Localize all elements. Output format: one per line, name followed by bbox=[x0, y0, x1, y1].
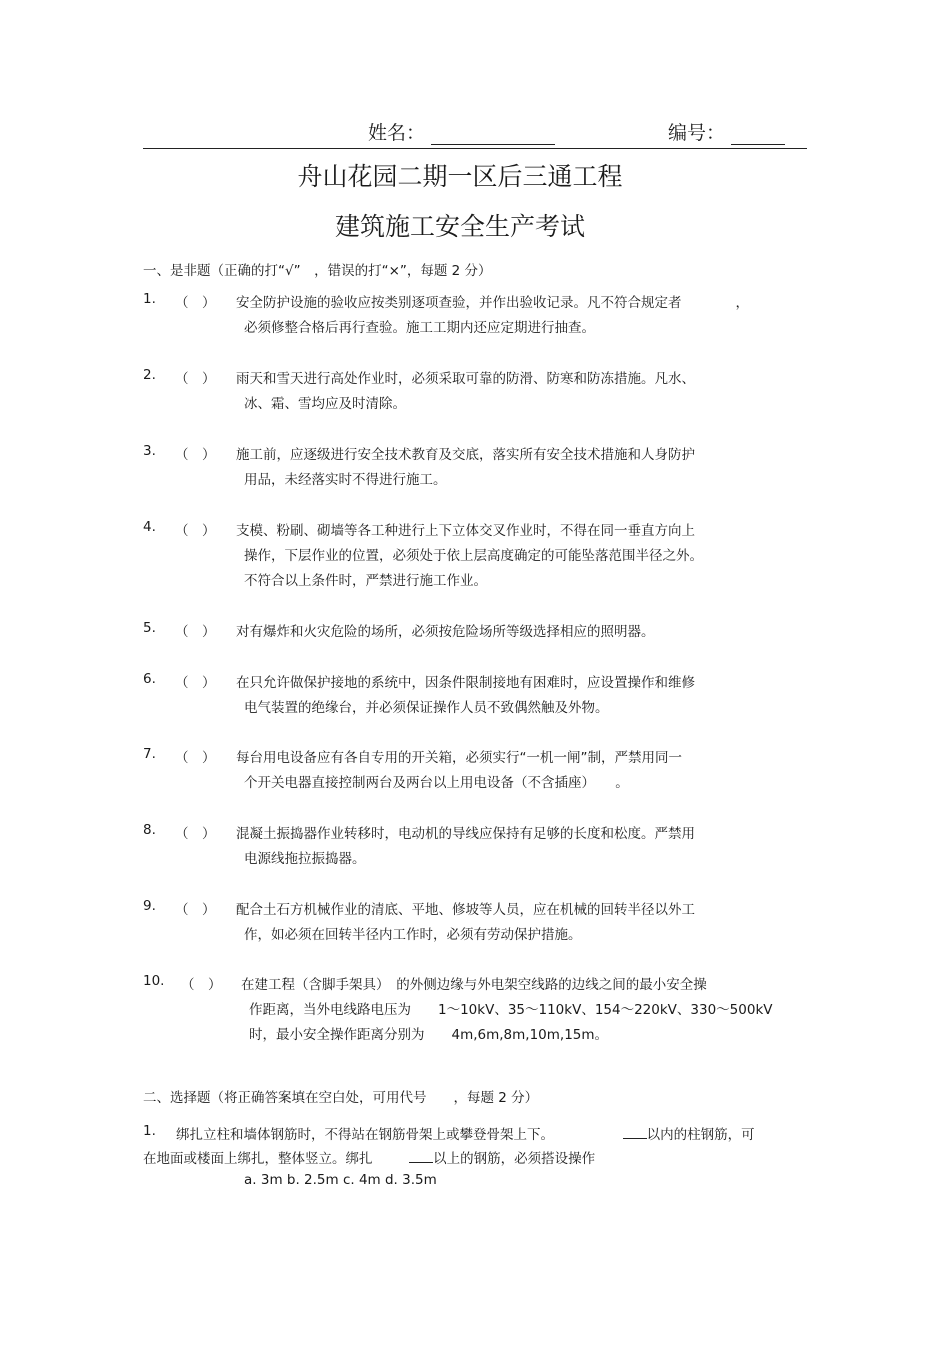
item-text-line: 雨天和雪天进行高处作业时，必须采取可靠的防滑、防寒和防冻措施。凡水、 bbox=[236, 371, 695, 387]
title-line-1: 舟山花园二期一区后三通工程 bbox=[297, 162, 623, 191]
item-number: 8. bbox=[143, 822, 156, 838]
q1-blank-1[interactable] bbox=[623, 1124, 647, 1139]
item-text-line: 在建工程（含脚手架具） 的外侧边缘与外电架空线路的边线之间的最小安全操 bbox=[241, 977, 707, 993]
item-text-line: 电气装置的绝缘台，并必须保证操作人员不致偶然触及外物。 bbox=[244, 700, 609, 716]
item-text-line: 时，最小安全操作距离分别为 4m,6m,8m,10m,15m。 bbox=[249, 1027, 609, 1043]
item-text-line: 作，如必须在回转半径内工作时，必须有劳动保护措施。 bbox=[244, 927, 582, 943]
item-text-line: 冰、霜、雪均应及时清除。 bbox=[244, 396, 406, 412]
item-number: 3. bbox=[143, 443, 156, 459]
item-text-line: 用品，未经落实时不得进行施工。 bbox=[244, 472, 447, 488]
section2-q1-num: 1. bbox=[143, 1123, 156, 1139]
q1-line1-text-a: 绑扎立柱和墙体钢筋时，不得站在钢筋骨架上或攀登骨架上下。 bbox=[176, 1127, 554, 1143]
answer-parentheses[interactable]: （ ） bbox=[175, 371, 216, 387]
header-divider bbox=[143, 148, 807, 149]
item-number: 10. bbox=[143, 973, 165, 989]
answer-parentheses[interactable]: （ ） bbox=[175, 902, 216, 918]
item-text-line: 操作，下层作业的位置，必须处于依上层高度确定的可能坠落范围半径之外。 bbox=[244, 548, 703, 564]
name-field bbox=[368, 118, 555, 145]
answer-parentheses[interactable]: （ ） bbox=[175, 826, 216, 842]
item-number: 6. bbox=[143, 671, 156, 687]
q1-line2-text-b: 以上的钢筋，必须搭设操作 bbox=[433, 1151, 596, 1167]
q1-line1-text-b: 以内的柱钢筋，可 bbox=[646, 1127, 755, 1143]
answer-parentheses[interactable]: （ ） bbox=[175, 624, 216, 640]
section2-q1-line1 bbox=[176, 1123, 755, 1143]
q1-blank-2[interactable] bbox=[409, 1148, 433, 1163]
item-text-line: 对有爆炸和火灾危险的场所，必须按危险场所等级选择相应的照明器。 bbox=[236, 624, 655, 640]
number-field bbox=[668, 118, 785, 145]
section2-heading: 二、选择题（将正确答案填在空白处，可用代号 ，每题 2 分） bbox=[143, 1090, 539, 1106]
item-number: 9. bbox=[143, 898, 156, 914]
answer-parentheses[interactable]: （ ） bbox=[175, 295, 216, 311]
item-number: 1. bbox=[143, 291, 156, 307]
title-line-2: 建筑施工安全生产考试 bbox=[334, 212, 585, 241]
item-text-line: 安全防护设施的验收应按类别逐项查验，并作出验收记录。凡不符合规定者 ， bbox=[236, 295, 749, 311]
item-text-line: 施工前，应逐级进行安全技术教育及交底，落实所有安全技术措施和人身防护 bbox=[236, 447, 695, 463]
number-label: 编号： bbox=[668, 122, 726, 144]
item-number: 2. bbox=[143, 367, 156, 383]
answer-parentheses[interactable]: （ ） bbox=[175, 523, 216, 539]
item-text-line: 在只允许做保护接地的系统中，因条件限制接地有困难时，应设置操作和维修 bbox=[236, 675, 695, 691]
item-text-line: 不符合以上条件时，严禁进行施工作业。 bbox=[244, 573, 487, 589]
answer-parentheses[interactable]: （ ） bbox=[181, 977, 222, 993]
item-text-line: 作距离，当外电线路电压为 1～10kV、35～110kV、154～220kV、330～500kV bbox=[249, 1002, 773, 1018]
item-text-line: 支模、粉刷、砌墙等各工种进行上下立体交叉作业时，不得在同一垂直方向上 bbox=[236, 523, 695, 539]
item-number: 5. bbox=[143, 620, 156, 636]
answer-parentheses[interactable]: （ ） bbox=[175, 675, 216, 691]
item-text-line: 每台用电设备应有各自专用的开关箱，必须实行“一机一闸”制，严禁用同一 bbox=[236, 750, 682, 766]
item-text-line: 必须修整合格后再行查验。施工工期内还应定期进行抽查。 bbox=[244, 320, 595, 336]
q1-line2-text-a: 在地面或楼面上绑扎，整体竖立。绑扎 bbox=[143, 1151, 373, 1167]
item-text-line: 混凝土振捣器作业转移时，电动机的导线应保持有足够的长度和松度。严禁用 bbox=[236, 826, 695, 842]
section2-q1-options: a. 3m b. 2.5m c. 4m d. 3.5m bbox=[244, 1172, 437, 1188]
section2-q1-line2 bbox=[143, 1147, 595, 1167]
item-number: 4. bbox=[143, 519, 156, 535]
name-blank[interactable] bbox=[431, 124, 555, 145]
section1-heading: 一、是非题（正确的打“√” ，错误的打“×”，每题 2 分） bbox=[143, 263, 492, 279]
item-text-line: 个开关电器直接控制两台及两台以上用电设备（不含插座） 。 bbox=[244, 775, 629, 791]
name-label: 姓名： bbox=[368, 122, 426, 144]
answer-parentheses[interactable]: （ ） bbox=[175, 750, 216, 766]
item-text-line: 配合土石方机械作业的清底、平地、修坡等人员，应在机械的回转半径以外工 bbox=[236, 902, 695, 918]
item-number: 7. bbox=[143, 746, 156, 762]
answer-parentheses[interactable]: （ ） bbox=[175, 447, 216, 463]
item-text-line: 电源线拖拉振捣器。 bbox=[244, 851, 366, 867]
number-blank[interactable] bbox=[731, 124, 785, 145]
